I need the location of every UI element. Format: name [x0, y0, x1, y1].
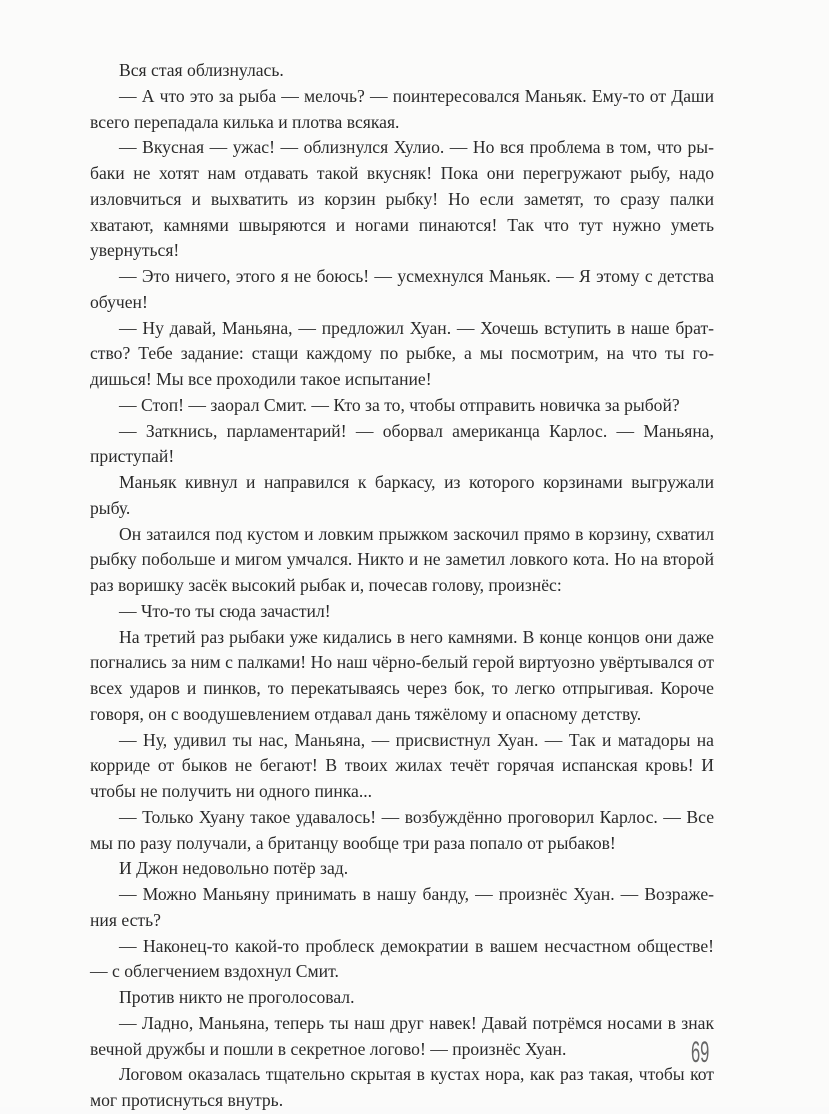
paragraph: — Заткнись, парламентарий! — оборвал американца Карлос. — Маньяна, приступай!	[90, 420, 714, 467]
paragraph: Логовом оказалась тщательно скрытая в кустах нора, как раз такая, чтобы кот мог протиснуться внутрь.	[90, 1064, 714, 1110]
paragraph: На третий раз рыбаки уже кидались в него камнями. В конце концов они даже погнались за ним с палками! Но наш чёрно-белый герой виртуозно увёртывался от всех ударов и пинков, то перекатываясь через бок, то легко отпрыгивая. Короче говоря, он с воодушевлением отдавал дань тяжёлому и опасному детству.	[90, 626, 714, 724]
paragraph: — Это ничего, этого я не боюсь! — усмехнулся Маньяк. — Я этому с детства обучен!	[90, 266, 714, 312]
body-text	[90, 58, 714, 1114]
page-number: 69	[691, 1036, 710, 1069]
paragraph: И Джон недовольно потёр зад.	[119, 858, 349, 879]
paragraph: — Стоп! — заорал Смит. — Кто за то, чтобы отправить новичка за рыбой?	[119, 394, 680, 415]
paragraph: — Вкусная — ужас! — облизнулся Хулио. — Но вся проблема в том, что рыбаки не хотят нам отдавать такой вкусняк! Пока они перегружают рыбу, надо изловчиться и выхватить из корзин рыбку! Но если заметят, то сразу палки хватают, камнями швыряются и ногами пинаются! Так что тут нужно уметь увернуться!	[90, 137, 714, 261]
paragraph: Маньяк кивнул и направился к баркасу, из которого корзинами выгружали рыбу.	[90, 472, 714, 518]
paragraph: — Можно Маньяну принимать в нашу банду, — произнёс Хуан. — Возражения есть?	[90, 884, 714, 930]
paragraph: — А что это за рыба — мелочь? — поинтересовался Маньяк. Ему-то от Даши всего перепадала килька и плотва всякая.	[90, 85, 714, 132]
paragraph: Он затаился под кустом и ловким прыжком заскочил прямо в корзину, схватил рыбку побольше и мигом умчался. Никто и не заметил ловкого кота. Но на второй раз воришку засёк высокий рыбак и, почесав голову, произнёс:	[90, 523, 714, 595]
paragraph: — Ладно, Маньяна, теперь ты наш друг навек! Давай потрёмся носами в знак вечной дружбы и пошли в секретное логово! — произнёс Хуан.	[90, 1012, 714, 1059]
paragraph: — Что-то ты сюда зачастил!	[119, 600, 331, 621]
paragraph: Против никто не проголосовал.	[119, 987, 355, 1007]
paragraph: — Ну, удивил ты нас, Маньяна, — присвистнул Хуан. — Так и матадоры на корриде от быков не бегают! В твоих жилах течёт горячая испанская кровь! И чтобы не получить ни одного пинка...	[90, 729, 714, 801]
paragraph: — Ну давай, Маньяна, — предложил Хуан. — Хочешь вступить в наше братство? Тебе задание: стащи каждому по рыбке, а мы посмотрим, на что ты годишься! Мы все проходили такое испытание!	[90, 317, 714, 389]
paragraph: Вся стая облизнулась.	[119, 60, 284, 80]
paragraph: — Только Хуану такое удавалось! — возбуждённо проговорил Карлос. — Все мы по разу получали, а британцу вообще три раза попало от рыбаков!	[90, 806, 714, 853]
paragraph: — Наконец-то какой-то проблеск демократии в вашем несчастном обществе! — с облегчением вздохнул Смит.	[90, 935, 714, 982]
